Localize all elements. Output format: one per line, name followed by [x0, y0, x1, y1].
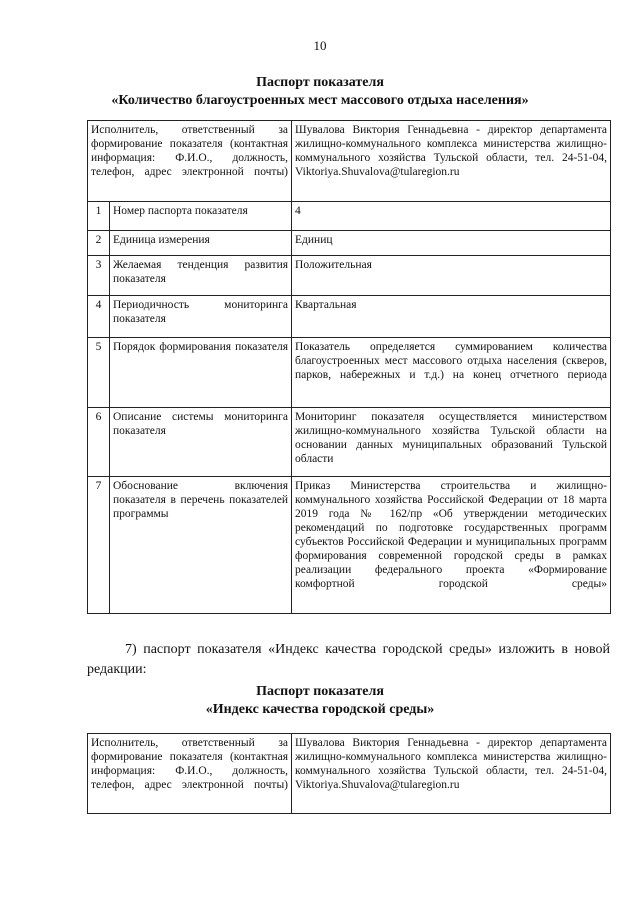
- row-value: Мониторинг показателя осуществляется министерством жилищно-коммунального хозяйства Тульской области на основании данных муниципальных образований Тульской области: [292, 408, 611, 477]
- executor-value: Шувалова Виктория Геннадьевна - директор департамента жилищно-коммунального комплекса министерства жилищно-коммунального хозяйства Тульской области, тел. 24-51-04, Viktoriya.Shuvalova@tularegion.ru: [292, 734, 611, 814]
- page-number: 10: [313, 38, 327, 53]
- table-row: [88, 734, 611, 814]
- passport-2-title-line2: «Индекс качества городской среды»: [205, 702, 435, 717]
- row-value: Единиц: [292, 231, 611, 256]
- passport-2-table: [87, 733, 611, 814]
- table-row: [88, 121, 611, 202]
- executor-label: Исполнитель, ответственный за формирование показателя (контактная информация: Ф.И.О., должность, телефон, адрес электронной почты): [88, 734, 292, 814]
- row-number: 2: [88, 231, 110, 256]
- table-row: [88, 338, 611, 408]
- passport-1-table: [87, 120, 611, 614]
- row-label: Порядок формирования показателя: [110, 338, 292, 408]
- table-row: [88, 477, 611, 614]
- table-row: [88, 256, 611, 296]
- row-label: Описание системы мониторинга показателя: [110, 408, 292, 477]
- row-number: 7: [88, 477, 110, 614]
- row-value: Приказ Министерства строительства и жилищно-коммунального хозяйства Российской Федерации от 18 марта 2019 года № 162/пр «Об утверждении методических рекомендаций по подготовке государственных программ субъектов Российской Федерации и муниципальных программ формирования современной городской среды в рамках реализации федерального проекта «Формирование комфортной городской среды»: [292, 477, 611, 614]
- row-value: Квартальная: [292, 296, 611, 338]
- passport-1-title-line2: «Количество благоустроенных мест массового отдыха населения»: [111, 93, 529, 108]
- row-label: Желаемая тенденция развития показателя: [110, 256, 292, 296]
- passport-1-title: [0, 74, 640, 110]
- table-row: [88, 231, 611, 256]
- amendment-paragraph: 7) паспорт показателя «Индекс качества городской среды» изложить в новой редакции:: [87, 642, 610, 677]
- table-row: [88, 202, 611, 231]
- row-number: 5: [88, 338, 110, 408]
- row-value: 4: [292, 202, 611, 231]
- executor-label: Исполнитель, ответственный за формирование показателя (контактная информация: Ф.И.О., должность, телефон, адрес электронной почты): [88, 121, 292, 202]
- passport-2-title-line1: Паспорт показателя: [256, 684, 384, 699]
- row-value: Положительная: [292, 256, 611, 296]
- table-row: [88, 296, 611, 338]
- row-label: Периодичность мониторинга показателя: [110, 296, 292, 338]
- row-number: 4: [88, 296, 110, 338]
- row-label: Единица измерения: [110, 231, 292, 256]
- row-value: Показатель определяется суммированием количества благоустроенных мест массового отдыха населения (скверов, парков, набережных и т.д.) на конец отчетного периода: [292, 338, 611, 408]
- table-row: [88, 408, 611, 477]
- executor-value: Шувалова Виктория Геннадьевна - директор департамента жилищно-коммунального комплекса министерства жилищно-коммунального хозяйства Тульской области, тел. 24-51-04, Viktoriya.Shuvalova@tularegion.ru: [292, 121, 611, 202]
- row-label: Обоснование включения показателя в перечень показателей программы: [110, 477, 292, 614]
- row-number: 6: [88, 408, 110, 477]
- row-number: 3: [88, 256, 110, 296]
- row-label: Номер паспорта показателя: [110, 202, 292, 231]
- passport-1-title-line1: Паспорт показателя: [256, 75, 384, 90]
- row-number: 1: [88, 202, 110, 231]
- passport-2-title: [0, 683, 640, 719]
